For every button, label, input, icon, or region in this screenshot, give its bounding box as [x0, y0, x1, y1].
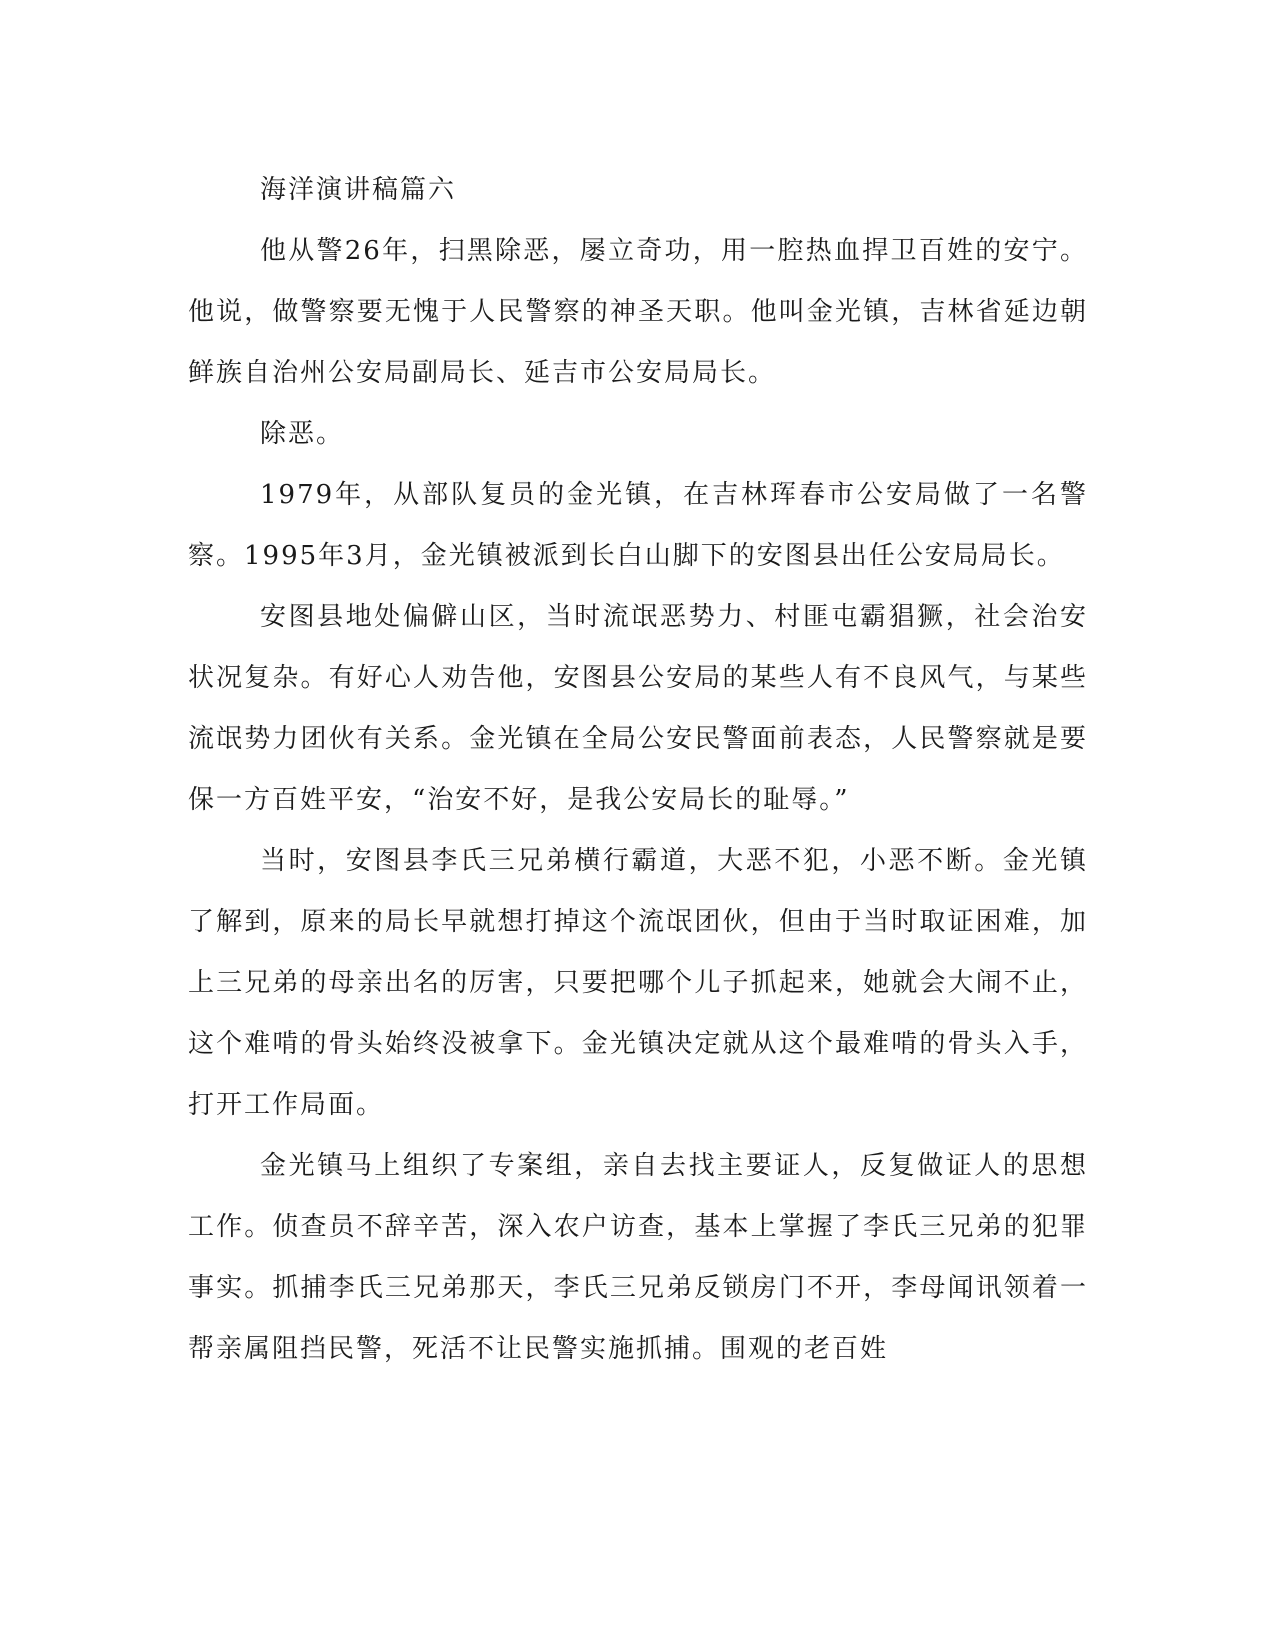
paragraph-6: 金光镇马上组织了专案组，亲自去找主要证人，反复做证人的思想工作。侦查员不辞辛苦，深入农户访查，基本上掌握了李氏三兄弟的犯罪事实。抓捕李氏三兄弟那天，李氏三兄弟反锁房门不开，李母闻讯领着一帮亲属阻挡民警，死活不让民警实施抓捕。围观的老百姓: [188, 1151, 1088, 1364]
document-title: 海洋演讲稿篇六: [260, 175, 457, 205]
paragraph-5: 当时，安图县李氏三兄弟横行霸道，大恶不犯，小恶不断。金光镇了解到，原来的局长早就想打掉这个流氓团伙，但由于当时取证困难，加上三兄弟的母亲出名的厉害，只要把哪个儿子抓起来，她就会大闹不止，这个难啃的骨头始终没被拿下。金光镇决定就从这个最难啃的骨头入手，打开工作局面。: [188, 846, 1088, 1120]
paragraph-4: 安图县地处偏僻山区，当时流氓恶势力、村匪屯霸猖獗，社会治安状况复杂。有好心人劝告他，安图县公安局的某些人有不良风气，与某些流氓势力团伙有关系。金光镇在全局公安民警面前表态，人民警察就是要保一方百姓平安，“治安不好，是我公安局长的耻辱。”: [188, 602, 1088, 815]
paragraph-1: 他从警26年，扫黑除恶，屡立奇功，用一腔热血捍卫百姓的安宁。他说，做警察要无愧于人民警察的神圣天职。他叫金光镇，吉林省延边朝鲜族自治州公安局副局长、延吉市公安局局长。: [188, 236, 1088, 388]
document-body: [188, 160, 1088, 1380]
paragraph-2: 除恶。: [260, 419, 345, 449]
paragraph-3: 1979年，从部队复员的金光镇，在吉林珲春市公安局做了一名警察。1995年3月，金光镇被派到长白山脚下的安图县出任公安局局长。: [188, 480, 1088, 571]
